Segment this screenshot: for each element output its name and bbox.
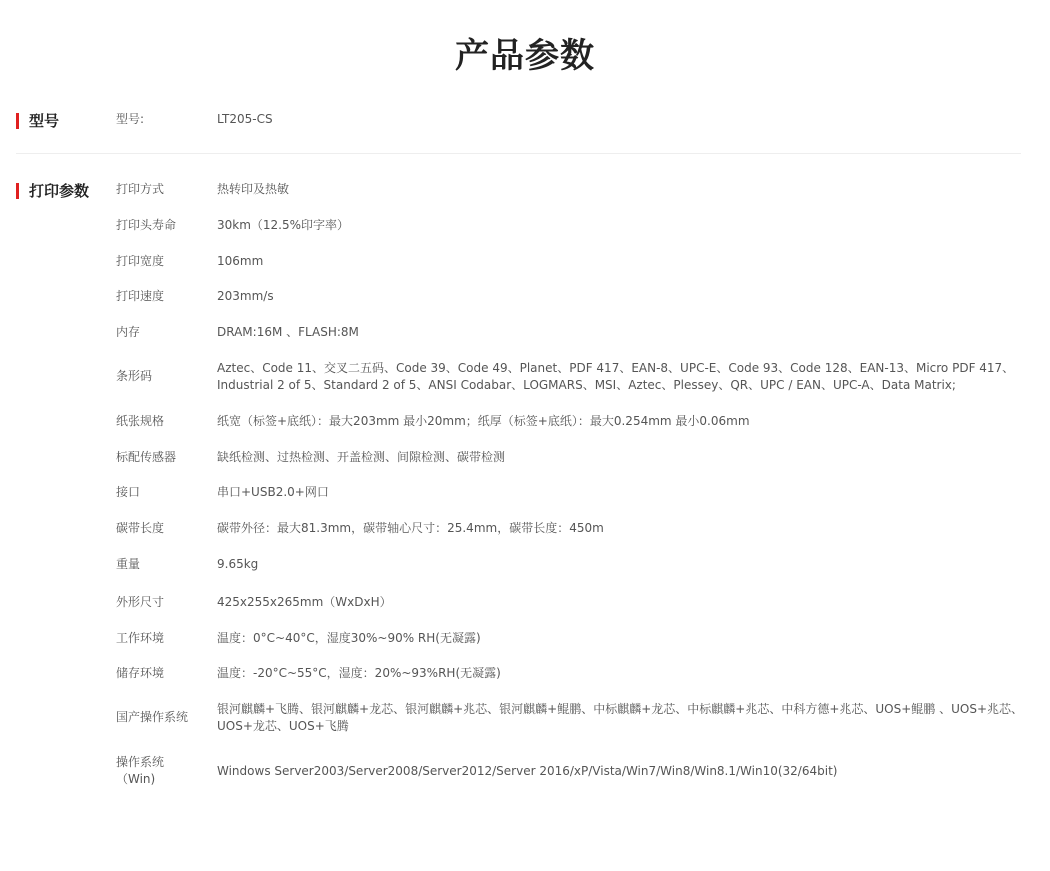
spec-label: 条形码 (116, 369, 153, 383)
spec-label: 内存 (116, 325, 141, 339)
spec-value: 碳带外径：最大81.3mm，碳带轴心尺寸：25.4mm，碳带长度：450m (217, 521, 604, 535)
spec-value: 106mm (217, 254, 264, 268)
spec-value: Aztec、Code 11、交叉二五码、Code 39、Code 49、Planet、PDF 417、EAN-8、UPC-E、Code 93、Code 128、EAN-13、Micro PDF 417、Industrial 2 of 5、Standard 2 of 5、ANSI Codabar、LOGMARS、MSI、Aztec、Plessey、QR、UPC / EAN、UPC-A、Data Matrix; (217, 361, 1015, 392)
spec-value: Windows Server2003/Server2008/Server2012/Server 2016/xP/Vista/Win7/Win8/Win8.1/Win10(32/64bit) (217, 764, 838, 778)
spec-label: 型号: (116, 112, 145, 126)
spec-label: 打印头寿命 (116, 218, 177, 232)
spec-value: 203mm/s (217, 289, 274, 303)
section-title: 打印参数 (29, 182, 90, 200)
section-divider (16, 153, 1021, 154)
spec-value: 银河麒麟+飞腾、银河麒麟+龙芯、银河麒麟+兆芯、银河麒麟+鲲鹏、中标麒麟+龙芯、中标麒麟+兆芯、中科方德+兆芯、UOS+鲲鹏 、UOS+兆芯、UOS+龙芯、UOS+飞腾 (217, 702, 1024, 733)
spec-value: LT205-CS (217, 112, 273, 126)
spec-value: 纸宽（标签+底纸）：最大203mm 最小20mm；纸厚（标签+底纸）：最大0.254mm 最小0.06mm (217, 414, 750, 428)
section-header (16, 110, 59, 131)
spec-value: 温度：-20°C~55°C，湿度：20%~93%RH(无凝露) (217, 666, 501, 680)
spec-label: 重量 (116, 557, 141, 571)
spec-label: 国产操作系统 (116, 710, 189, 724)
spec-value: 热转印及热敏 (217, 182, 290, 196)
section-accent-bar (16, 113, 19, 129)
spec-label: 打印速度 (116, 289, 165, 303)
spec-label: 碳带长度 (116, 521, 165, 535)
spec-label: 接口 (116, 485, 141, 499)
spec-label: 操作系统（Win) (116, 755, 165, 786)
section-title: 型号 (29, 112, 60, 130)
spec-label: 标配传感器 (116, 450, 177, 464)
spec-label: 外形尺寸 (116, 595, 165, 609)
spec-value: 缺纸检测、过热检测、开盖检测、间隙检测、碳带检测 (217, 450, 506, 464)
spec-label: 工作环境 (116, 631, 165, 645)
spec-label: 打印宽度 (116, 254, 165, 268)
spec-label: 纸张规格 (116, 414, 165, 428)
spec-value: 温度：0°C~40°C，湿度30%~90% RH(无凝露) (217, 631, 481, 645)
spec-value: 9.65kg (217, 557, 259, 571)
section-accent-bar (16, 183, 19, 199)
spec-value: 30km（12.5%印字率） (217, 218, 350, 232)
spec-value: 串口+USB2.0+网口 (217, 485, 329, 499)
spec-value: DRAM:16M 、FLASH:8M (217, 325, 359, 339)
spec-label: 储存环境 (116, 666, 165, 680)
spec-label: 打印方式 (116, 182, 165, 196)
section-header (16, 180, 89, 201)
spec-value: 425x255x265mm（WxDxH） (217, 595, 392, 609)
page-title: 产品参数 (455, 36, 595, 76)
